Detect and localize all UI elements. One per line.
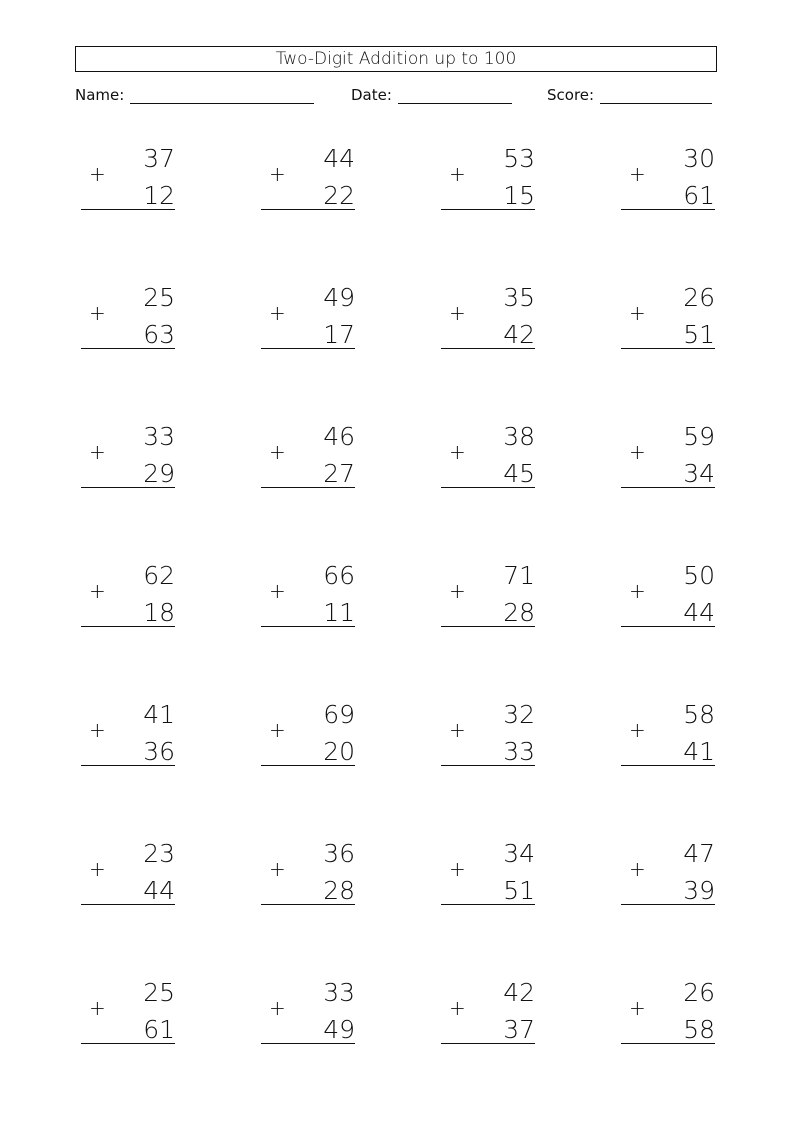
- plus-sign: +: [629, 301, 646, 325]
- answer-line[interactable]: [81, 1043, 175, 1044]
- plus-sign: +: [449, 579, 466, 603]
- plus-sign: +: [449, 440, 466, 464]
- addend-top: 32: [503, 700, 535, 729]
- addend-top: 23: [143, 839, 175, 868]
- score-label: Score:: [547, 86, 595, 104]
- addend-top: 25: [143, 978, 175, 1007]
- name-field: [75, 86, 314, 104]
- addend-bottom: 58: [683, 1015, 715, 1044]
- answer-line[interactable]: [441, 1043, 535, 1044]
- plus-sign: +: [89, 718, 106, 742]
- plus-sign: +: [89, 996, 106, 1020]
- addend-top: 33: [143, 422, 175, 451]
- addition-problem: [269, 414, 355, 492]
- addition-problem: [269, 553, 355, 631]
- addition-problem: [629, 970, 715, 1048]
- addend-top: 30: [683, 144, 715, 173]
- addend-bottom: 36: [143, 737, 175, 766]
- addend-bottom: 11: [323, 598, 355, 627]
- plus-sign: +: [449, 301, 466, 325]
- addend-top: 59: [683, 422, 715, 451]
- plus-sign: +: [269, 579, 286, 603]
- answer-line[interactable]: [441, 487, 535, 488]
- addition-problem: [629, 136, 715, 214]
- addend-top: 58: [683, 700, 715, 729]
- answer-line[interactable]: [621, 209, 715, 210]
- addend-top: 34: [503, 839, 535, 868]
- addend-bottom: 28: [323, 876, 355, 905]
- addend-top: 25: [143, 283, 175, 312]
- addend-bottom: 63: [143, 320, 175, 349]
- plus-sign: +: [269, 162, 286, 186]
- addition-problem: [89, 275, 175, 353]
- plus-sign: +: [269, 440, 286, 464]
- addend-top: 62: [143, 561, 175, 590]
- plus-sign: +: [269, 996, 286, 1020]
- addition-problem: [629, 414, 715, 492]
- addition-problem: [449, 414, 535, 492]
- addend-bottom: 17: [323, 320, 355, 349]
- addition-problem: [449, 553, 535, 631]
- addition-problem: [629, 553, 715, 631]
- addend-top: 66: [323, 561, 355, 590]
- addend-bottom: 44: [683, 598, 715, 627]
- addition-problem: [89, 136, 175, 214]
- addend-bottom: 22: [323, 181, 355, 210]
- addition-problem: [449, 970, 535, 1048]
- addend-top: 38: [503, 422, 535, 451]
- addend-bottom: 12: [143, 181, 175, 210]
- answer-line[interactable]: [441, 765, 535, 766]
- date-blank-line[interactable]: [398, 89, 512, 104]
- addition-problem: [89, 692, 175, 770]
- addend-bottom: 28: [503, 598, 535, 627]
- name-label: Name:: [75, 86, 125, 104]
- date-field: [351, 86, 512, 104]
- addition-problem: [449, 275, 535, 353]
- addend-bottom: 42: [503, 320, 535, 349]
- plus-sign: +: [629, 162, 646, 186]
- addition-problem: [269, 275, 355, 353]
- addend-top: 50: [683, 561, 715, 590]
- addend-bottom: 18: [143, 598, 175, 627]
- addend-top: 42: [503, 978, 535, 1007]
- worksheet-title-text: Two-Digit Addition up to 100: [275, 49, 517, 69]
- date-label: Date:: [351, 86, 392, 104]
- addend-bottom: 33: [503, 737, 535, 766]
- addition-problem: [269, 692, 355, 770]
- addition-problem: [89, 553, 175, 631]
- addition-problem: [269, 136, 355, 214]
- addition-problem: [449, 136, 535, 214]
- addend-top: 46: [323, 422, 355, 451]
- addend-bottom: 29: [143, 459, 175, 488]
- addend-bottom: 49: [323, 1015, 355, 1044]
- plus-sign: +: [629, 440, 646, 464]
- plus-sign: +: [269, 857, 286, 881]
- addition-problem: [449, 692, 535, 770]
- answer-line[interactable]: [621, 765, 715, 766]
- plus-sign: +: [629, 996, 646, 1020]
- plus-sign: +: [89, 579, 106, 603]
- score-blank-line[interactable]: [600, 89, 712, 104]
- answer-line[interactable]: [441, 209, 535, 210]
- addend-bottom: 37: [503, 1015, 535, 1044]
- addend-bottom: 15: [503, 181, 535, 210]
- addition-problem: [269, 831, 355, 909]
- score-field: [547, 86, 712, 104]
- addend-top: 26: [683, 283, 715, 312]
- answer-line[interactable]: [621, 904, 715, 905]
- answer-line[interactable]: [621, 487, 715, 488]
- answer-line[interactable]: [81, 487, 175, 488]
- answer-line[interactable]: [261, 626, 355, 627]
- plus-sign: +: [89, 440, 106, 464]
- addend-top: 53: [503, 144, 535, 173]
- plus-sign: +: [629, 718, 646, 742]
- student-info-row: [75, 86, 719, 108]
- answer-line[interactable]: [441, 348, 535, 349]
- addition-problem: [269, 970, 355, 1048]
- addend-top: 69: [323, 700, 355, 729]
- addition-problem: [89, 414, 175, 492]
- answer-line[interactable]: [261, 904, 355, 905]
- addition-problem: [449, 831, 535, 909]
- answer-line[interactable]: [621, 348, 715, 349]
- addend-bottom: 45: [503, 459, 535, 488]
- addition-problem: [629, 831, 715, 909]
- addend-bottom: 51: [683, 320, 715, 349]
- answer-line[interactable]: [621, 626, 715, 627]
- answer-line[interactable]: [441, 904, 535, 905]
- addend-bottom: 41: [683, 737, 715, 766]
- plus-sign: +: [269, 301, 286, 325]
- addend-bottom: 39: [683, 876, 715, 905]
- addend-bottom: 27: [323, 459, 355, 488]
- addend-top: 47: [683, 839, 715, 868]
- plus-sign: +: [449, 162, 466, 186]
- plus-sign: +: [269, 718, 286, 742]
- answer-line[interactable]: [261, 209, 355, 210]
- answer-line[interactable]: [621, 1043, 715, 1044]
- answer-line[interactable]: [441, 626, 535, 627]
- addend-bottom: 61: [143, 1015, 175, 1044]
- addition-problem: [89, 970, 175, 1048]
- answer-line[interactable]: [261, 765, 355, 766]
- plus-sign: +: [449, 857, 466, 881]
- addend-top: 26: [683, 978, 715, 1007]
- addition-problem: [89, 831, 175, 909]
- addend-top: 33: [323, 978, 355, 1007]
- plus-sign: +: [89, 162, 106, 186]
- addend-top: 49: [323, 283, 355, 312]
- plus-sign: +: [449, 718, 466, 742]
- answer-line[interactable]: [261, 1043, 355, 1044]
- plus-sign: +: [89, 301, 106, 325]
- plus-sign: +: [449, 996, 466, 1020]
- answer-line[interactable]: [261, 348, 355, 349]
- addend-bottom: 20: [323, 737, 355, 766]
- name-blank-line[interactable]: [130, 89, 314, 104]
- addend-top: 41: [143, 700, 175, 729]
- answer-line[interactable]: [81, 904, 175, 905]
- answer-line[interactable]: [81, 765, 175, 766]
- addend-top: 35: [503, 283, 535, 312]
- answer-line[interactable]: [261, 487, 355, 488]
- plus-sign: +: [89, 857, 106, 881]
- addend-bottom: 44: [143, 876, 175, 905]
- answer-line[interactable]: [81, 209, 175, 210]
- addend-top: 37: [143, 144, 175, 173]
- addend-top: 71: [503, 561, 535, 590]
- addend-bottom: 34: [683, 459, 715, 488]
- addend-bottom: 61: [683, 181, 715, 210]
- plus-sign: +: [629, 857, 646, 881]
- addend-top: 36: [323, 839, 355, 868]
- answer-line[interactable]: [81, 626, 175, 627]
- addend-top: 44: [323, 144, 355, 173]
- plus-sign: +: [629, 579, 646, 603]
- answer-line[interactable]: [81, 348, 175, 349]
- worksheet-title: [75, 46, 717, 72]
- addition-problem: [629, 692, 715, 770]
- addend-bottom: 51: [503, 876, 535, 905]
- addition-problem: [629, 275, 715, 353]
